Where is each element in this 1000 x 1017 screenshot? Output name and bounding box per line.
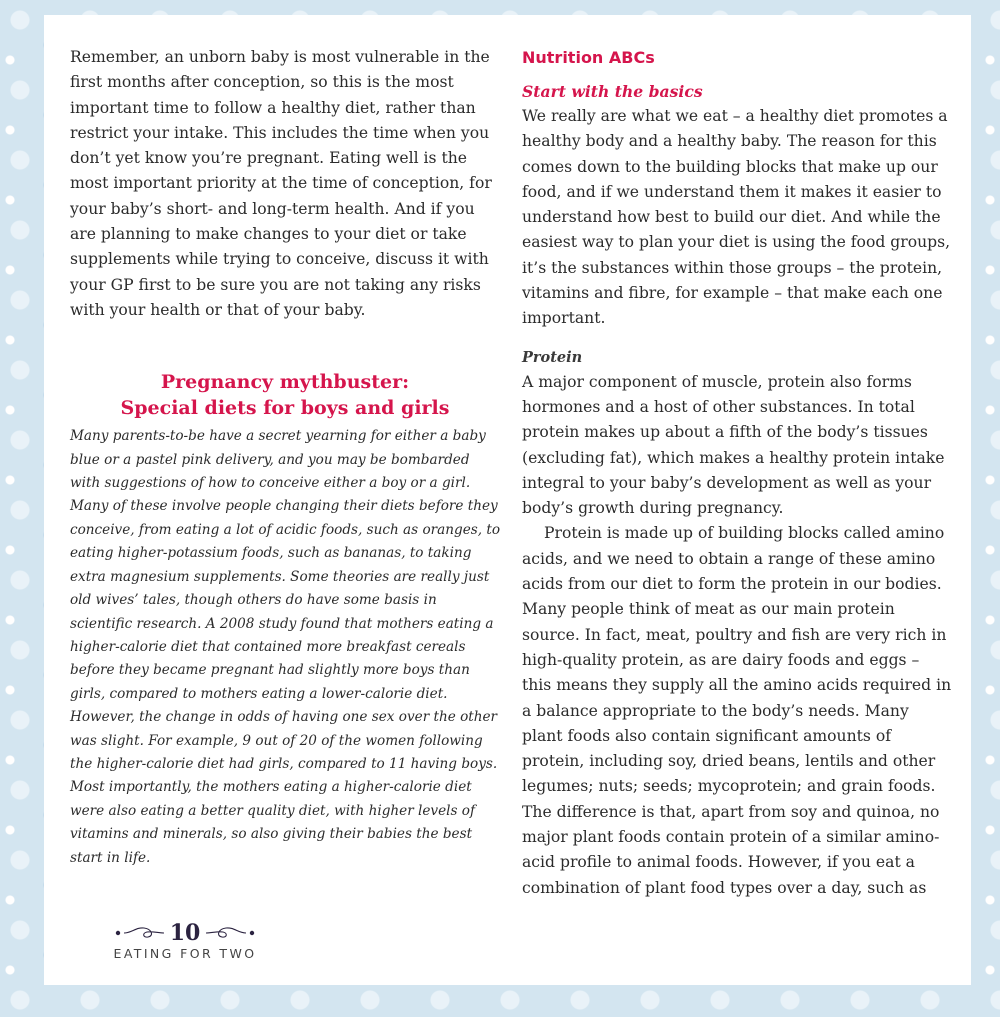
intro-paragraph: Remember, an unborn baby is most vulnerable in the first months after conception, so this is the most important time to follow a healthy diet, rather than restrict your intake. This includes the time when you don’t yet know you’re pregnant. Eating well is the most important priority at the time of conception, for your baby’s short- and long-term health. And if you are planning to make changes to your diet or take supplements while trying to conceive, discuss it with your GP first to be sure you are not taking any risks with your health or that of your baby. (70, 48, 492, 319)
subheading: Start with the basics (522, 82, 703, 101)
left-flourish-icon (114, 924, 166, 942)
protein-paragraph-1: A major component of muscle, protein also forms hormones and a host of other substances. In total protein makes up about a fifth of the body’s tissues (excluding fat), which makes a healthy protein intake integral to your baby’s development as well as your body’s growth during pregnancy. (522, 372, 945, 518)
mythbuster-title-line2: Special diets for boys and girls (120, 397, 450, 420)
basics-paragraph: We really are what we eat – a healthy diet promotes a healthy body and a healthy baby. The reason for this comes down to the building blocks that make up our food, and if we understand them it makes it easier to understand how best to build our diet. And while the easiest way to plan your diet is using the food groups, it’s the substances within those groups – the protein, vitamins and fibre, for example – that make each one important. (522, 107, 951, 328)
mythbuster-body: Many parents-to-be have a secret yearning for either a baby blue or a pastel pink delivery, and you may be bombarded with suggestions of how to conceive either a boy or a girl. Many of these involve people changing their diets before they conceive, from eating a lot of acidic foods, such as oranges, to eating higher-potassium foods, such as bananas, to taking extra magnesium supplements. Some theories are really just old wives’ tales, though others do have some basis in scientific research. A 2008 study found that mothers eating a higher-calorie diet that contained more breakfast cereals before they became pregnant had slightly more boys than girls, compared to mothers eating a lower-calorie diet. However, the change in odds of having one sex over the other was slight. For example, 9 out of 20 of the women following the higher-calorie diet had girls, compared to 11 having boys. Most importantly, the mothers eating a higher-calorie diet were also eating a better quality diet, with higher levels of vitamins and minerals, so also giving their babies the best start in life. (70, 428, 501, 866)
protein-paragraph-2: Protein is made up of building blocks called amino acids, and we need to obtain a range of these amino acids from our diet to form the protein in our bodies. Many people think of meat as our main protein source. In fact, meat, poultry and fish are very rich in high-quality protein, as are dairy foods and eggs – this means they supply all the amino acids required in a balance appropriate to the body’s needs. Many plant foods also contain significant amounts of protein, including soy, dried beans, lentils and other legumes; nuts; seeds; mycoprotein; and grain foods. The difference is that, apart from soy and quinoa, no major plant foods contain protein of a similar amino-acid profile to animal foods. However, if you eat a combination of plant food types over a day, such as (522, 524, 952, 897)
right-column (522, 45, 952, 901)
page-footer (100, 920, 270, 961)
mythbuster-title-line1: Pregnancy mythbuster: (160, 371, 410, 394)
book-page (44, 15, 971, 985)
mythbuster-box (70, 369, 500, 870)
folio-row (100, 920, 270, 946)
book-title: EATING FOR TWO (113, 946, 257, 961)
section-title: Nutrition ABCs (522, 48, 655, 67)
mythbuster-title (70, 369, 500, 421)
left-column (70, 45, 500, 870)
page-number: 10 (169, 920, 201, 946)
right-flourish-icon (204, 924, 256, 942)
protein-heading: Protein (522, 348, 583, 366)
